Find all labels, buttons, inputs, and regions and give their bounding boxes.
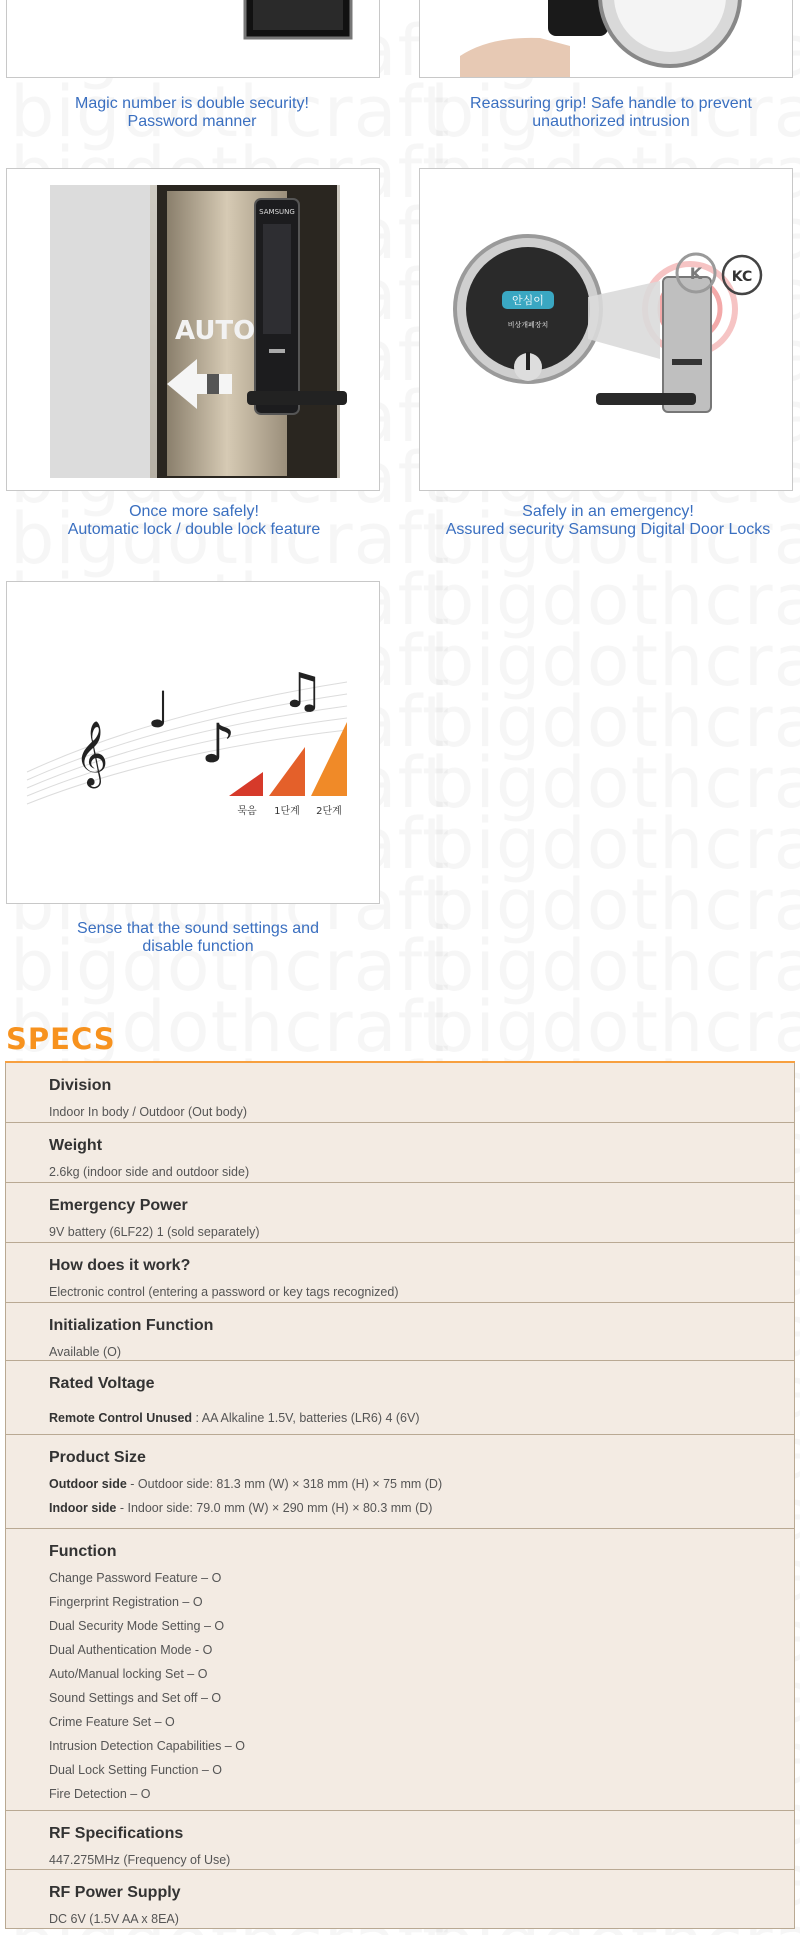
watermark-text <box>430 559 800 641</box>
svg-text:♩: ♩ <box>147 681 171 739</box>
feature-caption-emergency: Safely in an emergency! Assured security Samsung Digital Door Locks <box>445 503 771 538</box>
feature-card-sound <box>6 581 380 904</box>
feature-caption-sound: Sense that the sound settings and disable function <box>77 920 319 955</box>
spec-value <box>49 1739 245 1753</box>
watermark-text <box>430 925 800 1007</box>
sound-level-mute: 묵음 <box>237 806 257 817</box>
spec-value-text: Intrusion Detection Capabilities – O <box>49 1739 245 1753</box>
feature-card-grip <box>419 0 793 78</box>
grip-handle-image <box>420 0 792 77</box>
spec-value-text: 447.275MHz (Frequency of Use) <box>49 1853 231 1867</box>
spec-value-text: Electronic control (entering a password or key tags recognized) <box>49 1285 399 1299</box>
spec-value <box>49 1715 175 1729</box>
sound-settings-image <box>7 582 379 903</box>
spec-row <box>6 1435 794 1529</box>
spec-label: Division <box>49 1077 112 1094</box>
spec-row <box>6 1063 794 1123</box>
feature-caption-grip: Reassuring grip! Safe handle to prevent unauthorized intrusion <box>470 95 752 130</box>
spec-value <box>49 1595 203 1609</box>
panel-sub-label: 비상개폐장치 <box>507 321 549 329</box>
spec-value-text: Fire Detection – O <box>49 1787 151 1801</box>
spec-label: RF Specifications <box>49 1825 184 1842</box>
spec-row <box>6 1811 794 1870</box>
svg-text:♫: ♫ <box>281 663 325 719</box>
spec-row <box>6 1870 794 1929</box>
watermark-text <box>430 864 800 946</box>
watermark-text <box>430 681 800 763</box>
spec-row <box>6 1529 794 1811</box>
spec-value-text: Change Password Feature – O <box>49 1571 222 1585</box>
watermark-text <box>430 986 800 1068</box>
spec-row <box>6 1303 794 1361</box>
spec-value-text: Auto/Manual locking Set – O <box>49 1667 208 1681</box>
auto-lock-image <box>7 169 379 490</box>
specs-table <box>5 1063 795 1929</box>
spec-label: Function <box>49 1543 117 1560</box>
spec-value <box>49 1165 249 1179</box>
spec-value <box>49 1501 432 1515</box>
spec-value <box>49 1763 222 1777</box>
spec-value-text: Dual Security Mode Setting – O <box>49 1619 225 1633</box>
spec-value-text: Fingerprint Registration – O <box>49 1595 203 1609</box>
feature-caption-auto-lock: Once more safely! Automatic lock / double lock feature <box>67 503 321 538</box>
spec-value-text: 9V battery (6LF22) 1 (sold separately) <box>49 1225 260 1239</box>
spec-value-text: Sound Settings and Set off – O <box>49 1691 222 1705</box>
feature-card-password <box>6 0 380 78</box>
spec-value <box>49 1345 121 1359</box>
spec-value-text: Indoor In body / Outdoor (Out body) <box>49 1105 248 1119</box>
spec-value <box>49 1853 230 1867</box>
sound-level-1: 1단계 <box>274 806 300 817</box>
spec-value <box>49 1619 224 1633</box>
specs-title: SPECS <box>6 1022 116 1056</box>
spec-value <box>49 1285 398 1299</box>
spec-value <box>49 1691 221 1705</box>
svg-text:𝄞: 𝄞 <box>75 721 109 786</box>
svg-text:♪: ♪ <box>201 712 236 775</box>
spec-label: RF Power Supply <box>49 1884 181 1901</box>
spec-value-text: DC 6V (1.5V AA x 8EA) <box>49 1912 179 1926</box>
spec-label: Weight <box>49 1137 103 1154</box>
auto-label: AUTO <box>175 316 256 346</box>
certification-mark-kc: KC <box>731 269 753 285</box>
spec-value-text: - Indoor side: 79.0 mm (W) × 290 mm (H) × 80.3 mm (D) <box>116 1501 433 1515</box>
feature-caption-password: Magic number is double security! Password manner <box>75 95 309 130</box>
spec-value-text: 2.6kg (indoor side and outdoor side) <box>49 1165 250 1179</box>
spec-label: Product Size <box>49 1449 146 1466</box>
spec-value <box>49 1643 212 1657</box>
feature-card-emergency <box>419 168 793 491</box>
watermark-text <box>430 742 800 824</box>
spec-value <box>49 1411 420 1425</box>
spec-value <box>49 1787 150 1801</box>
certification-mark-k: K <box>689 264 703 283</box>
watermark-text <box>430 620 800 702</box>
spec-value-label: Outdoor side <box>49 1477 127 1491</box>
spec-label: How does it work? <box>49 1257 191 1274</box>
spec-value-text: : AA Alkaline 1.5V, batteries (LR6) 4 (6V) <box>192 1411 420 1425</box>
spec-value-text: Crime Feature Set – O <box>49 1715 175 1729</box>
feature-card-auto-lock <box>6 168 380 491</box>
spec-value <box>49 1225 260 1239</box>
spec-value-text: Available (O) <box>49 1345 122 1359</box>
spec-row <box>6 1361 794 1435</box>
spec-value <box>49 1477 442 1491</box>
spec-row <box>6 1123 794 1183</box>
spec-value-label: Remote Control Unused <box>49 1411 193 1425</box>
spec-value <box>49 1667 207 1681</box>
spec-label: Initialization Function <box>49 1317 214 1334</box>
password-keypad-image <box>7 0 379 77</box>
panel-button-label: 안심이 <box>512 294 544 307</box>
door-brand: SAMSUNG <box>259 208 295 216</box>
emergency-image <box>420 169 792 490</box>
spec-value <box>49 1105 247 1119</box>
spec-value <box>49 1571 221 1585</box>
sound-level-2: 2단계 <box>316 806 342 817</box>
spec-label: Emergency Power <box>49 1197 188 1214</box>
spec-value-text: - Outdoor side: 81.3 mm (W) × 318 mm (H) × 75 mm (D) <box>126 1477 443 1491</box>
watermark-text <box>430 803 800 885</box>
spec-value-label: Indoor side <box>49 1501 117 1515</box>
spec-row <box>6 1183 794 1243</box>
spec-value-text: Dual Authentication Mode - O <box>49 1643 213 1657</box>
spec-label: Rated Voltage <box>49 1375 155 1392</box>
spec-value <box>49 1912 179 1926</box>
spec-value-text: Dual Lock Setting Function – O <box>49 1763 223 1777</box>
spec-row <box>6 1243 794 1303</box>
